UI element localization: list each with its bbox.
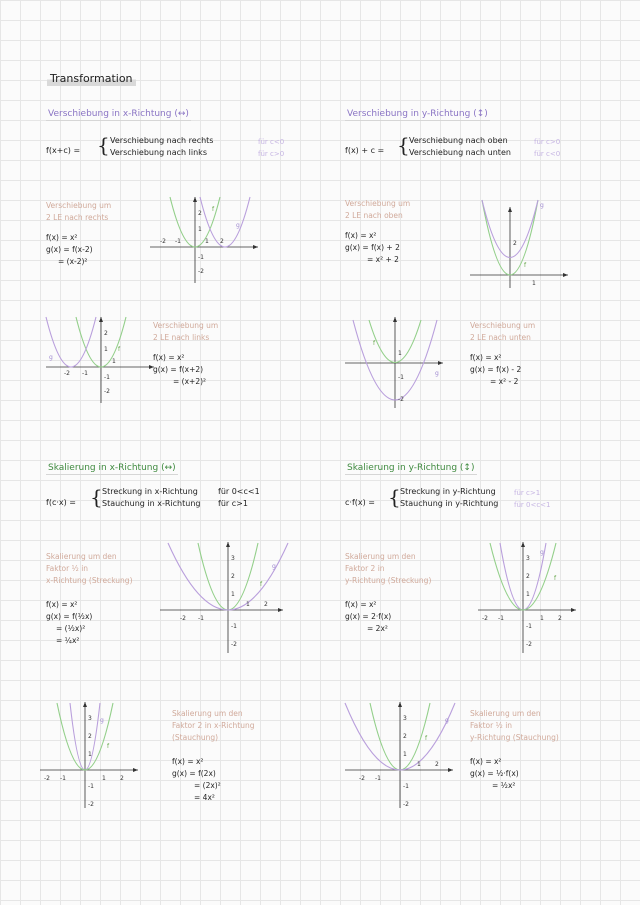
brace: { <box>90 485 103 509</box>
brace: { <box>397 133 410 157</box>
equation-line: = (x+2)² <box>173 377 207 386</box>
rule-line: Stauchung in y-Richtung <box>400 499 499 508</box>
y-tick-label: 2 <box>403 733 407 740</box>
equation-line: = ¼x² <box>56 636 80 645</box>
curve-label-g: g <box>435 370 439 377</box>
note-line: y-Richtung (Stauchung) <box>470 733 559 742</box>
rule-line: Verschiebung nach rechts <box>110 136 214 145</box>
x-axis-arrow <box>253 245 258 249</box>
x-tick-label: -1 <box>498 615 504 622</box>
rule-condition: für c>1 <box>514 489 541 497</box>
x-tick-label: -2 <box>160 238 166 245</box>
rule-condition: für 0<c<1 <box>514 501 551 509</box>
x-tick-label: 2 <box>435 761 439 768</box>
graph-shift-down <box>345 315 445 410</box>
section-heading-shift-x <box>46 108 191 121</box>
y-tick-label: 3 <box>88 715 92 722</box>
example-equations <box>172 756 221 804</box>
y-tick-label: 1 <box>403 751 407 758</box>
equation-line: g(x) = f(x) + 2 <box>345 243 400 252</box>
x-axis-arrow <box>133 768 138 772</box>
rule-line: Stauchung in x-Richtung <box>102 499 201 508</box>
y-tick-label: -1 <box>88 783 94 790</box>
equation-line: f(x) = x² <box>153 353 185 362</box>
curve-label-f: f <box>212 206 215 213</box>
example-equations <box>46 599 92 647</box>
y-tick-label: 2 <box>231 573 235 580</box>
curve-label-g: g <box>540 202 544 209</box>
x-tick-label: 2 <box>220 238 224 245</box>
rule-condition: für c<0 <box>258 138 285 146</box>
y-tick-label: -1 <box>403 783 409 790</box>
equation-line: g(x) = f(x-2) <box>46 245 93 254</box>
y-tick-label: -2 <box>198 268 204 275</box>
y-tick-label: 2 <box>104 330 108 337</box>
formula-label: f(x) + c = <box>345 146 385 155</box>
note-line: Faktor 2 in <box>345 564 385 573</box>
y-axis-arrow <box>521 542 525 547</box>
y-tick-label: -2 <box>88 801 94 808</box>
y-tick-label: -2 <box>403 801 409 808</box>
rule-line: Verschiebung nach oben <box>409 136 508 145</box>
equation-line: f(x) = x² <box>46 600 78 609</box>
curve-label-f: f <box>118 346 121 353</box>
y-tick-label: -1 <box>198 254 204 261</box>
equation-line: f(x) = x² <box>46 233 78 242</box>
section-heading-scale-y <box>345 462 477 475</box>
equation-line: g(x) = f(½x) <box>46 612 93 621</box>
equation-line: = ½x² <box>492 781 516 790</box>
example-description <box>345 198 410 222</box>
equation-line: = x² - 2 <box>490 377 519 386</box>
equation-line: = x² + 2 <box>367 255 399 264</box>
equation-line: g(x) = ½·f(x) <box>470 769 519 778</box>
rule-line: Streckung in x-Richtung <box>102 487 198 496</box>
curve-label-g: g <box>272 563 276 570</box>
heading-text: Verschiebung in y-Richtung <box>347 109 471 119</box>
graph-compress-y <box>345 700 455 810</box>
curve-g <box>46 317 96 367</box>
y-tick-label: -1 <box>398 374 404 381</box>
formula-label: c·f(x) = <box>345 498 375 507</box>
x-tick-label: -1 <box>82 370 88 377</box>
x-tick-label: 1 <box>532 280 536 287</box>
y-tick-label: 1 <box>198 226 202 233</box>
equation-line: f(x) = x² <box>470 353 502 362</box>
y-tick-label: 1 <box>526 591 530 598</box>
formula-label: f(c·x) = <box>46 498 76 507</box>
x-tick-label: -2 <box>359 775 365 782</box>
brace: { <box>388 485 401 509</box>
note-line: Verschiebung um <box>470 321 536 330</box>
example-equations <box>345 230 400 266</box>
rule-line: Verschiebung nach links <box>110 148 207 157</box>
rule-line: Streckung in y-Richtung <box>400 487 496 496</box>
y-axis-arrow <box>99 317 103 322</box>
x-tick-label: -1 <box>198 615 204 622</box>
note-line: Verschiebung um <box>153 321 219 330</box>
y-axis-arrow <box>393 317 397 322</box>
heading-text: Verschiebung in x-Richtung <box>48 109 172 119</box>
curve-label-f: f <box>260 581 263 588</box>
note-line: Faktor ½ in <box>46 564 89 573</box>
y-axis-arrow <box>83 702 87 707</box>
arrow-horizontal: (↔) <box>174 109 189 119</box>
curve-label-f: f <box>554 575 557 582</box>
note-line: 2 LE nach links <box>153 333 210 342</box>
y-tick-label: 1 <box>231 591 235 598</box>
x-axis-arrow <box>571 608 576 612</box>
x-tick-label: 1 <box>417 761 421 768</box>
equation-line: g(x) = f(x+2) <box>153 365 204 374</box>
y-tick-label: 1 <box>104 346 108 353</box>
y-tick-label: 1 <box>398 350 402 357</box>
y-tick-label: -2 <box>104 388 110 395</box>
y-tick-label: -1 <box>104 374 110 381</box>
graph-shift-right <box>150 195 260 285</box>
y-axis-arrow <box>193 197 197 202</box>
example-description <box>153 320 218 344</box>
x-axis-arrow <box>438 361 443 365</box>
note-line: (Stauchung) <box>172 733 219 742</box>
note-line: Faktor 2 in x-Richtung <box>172 721 255 730</box>
rule-condition: für c>0 <box>534 138 561 146</box>
heading-text: Skalierung in y-Richtung <box>347 463 458 473</box>
x-axis-arrow <box>278 608 283 612</box>
y-axis-arrow <box>398 702 402 707</box>
curve-label-f: f <box>107 743 110 750</box>
y-tick-label: 2 <box>513 240 517 247</box>
arrow-vertical: (↕) <box>459 463 475 473</box>
y-tick-label: -1 <box>231 623 237 630</box>
y-tick-label: 1 <box>88 751 92 758</box>
x-tick-label: 1 <box>540 615 544 622</box>
graph-compress-x <box>40 700 140 810</box>
curve-label-f: f <box>373 340 376 347</box>
x-axis-arrow <box>448 768 453 772</box>
example-description <box>345 551 431 587</box>
rule-condition: für c<0 <box>534 150 561 158</box>
graph-shift-left <box>46 315 156 405</box>
y-tick-label: 2 <box>88 733 92 740</box>
graph-stretch-x <box>160 540 285 655</box>
rule-condition: für c>0 <box>258 150 285 158</box>
heading-text: Skalierung in x-Richtung <box>48 463 159 473</box>
curve-label-g: g <box>445 717 449 724</box>
x-tick-label: -2 <box>180 615 186 622</box>
example-description <box>46 551 133 587</box>
equation-line: = 4x² <box>194 793 215 802</box>
y-tick-label: 3 <box>231 555 235 562</box>
note-line: x-Richtung (Streckung) <box>46 576 133 585</box>
equation-line: f(x) = x² <box>172 757 204 766</box>
curve-label-g: g <box>540 549 544 556</box>
y-axis-arrow <box>226 542 230 547</box>
graph-stretch-y <box>478 540 578 655</box>
x-axis-arrow <box>563 273 568 277</box>
y-tick-label: -2 <box>526 641 532 648</box>
x-tick-label: -1 <box>60 775 66 782</box>
graph-shift-up <box>470 195 570 290</box>
note-line: Verschiebung um <box>345 199 411 208</box>
note-line: 2 LE nach oben <box>345 211 403 220</box>
formula-label: f(x+c) = <box>46 146 81 155</box>
note-line: Verschiebung um <box>46 201 112 210</box>
page-title: Transformation <box>47 72 136 86</box>
example-description <box>470 708 559 744</box>
curve-label-g: g <box>49 354 53 361</box>
section-heading-scale-x <box>46 462 178 475</box>
x-tick-label: -2 <box>44 775 50 782</box>
x-tick-label: 1 <box>246 601 250 608</box>
equation-line: f(x) = x² <box>345 231 377 240</box>
example-equations <box>345 599 391 635</box>
y-tick-label: 3 <box>526 555 530 562</box>
equation-line: = 2x² <box>367 624 388 633</box>
y-tick-label: -2 <box>231 641 237 648</box>
note-line: y-Richtung (Streckung) <box>345 576 432 585</box>
note-line: Skalierung um den <box>172 709 243 718</box>
note-line: Skalierung um den <box>345 552 416 561</box>
example-equations <box>46 232 93 268</box>
example-equations <box>470 756 519 792</box>
example-description <box>46 200 111 224</box>
equation-line: g(x) = f(2x) <box>172 769 216 778</box>
arrow-horizontal: (↔) <box>161 463 176 473</box>
note-line: Skalierung um den <box>46 552 117 561</box>
equation-line: = (2x)² <box>194 781 221 790</box>
note-line: 2 LE nach rechts <box>46 213 109 222</box>
rule-line: Verschiebung nach unten <box>409 148 511 157</box>
note-line: 2 LE nach unten <box>470 333 531 342</box>
curve-label-f: f <box>425 735 428 742</box>
x-tick-label: 2 <box>264 601 268 608</box>
example-equations <box>153 352 206 388</box>
x-tick-label: -2 <box>482 615 488 622</box>
curve-label-g: g <box>236 222 240 229</box>
note-line: Faktor ½ in <box>470 721 513 730</box>
y-tick-label: 2 <box>198 210 202 217</box>
equation-line: f(x) = x² <box>470 757 502 766</box>
x-tick-label: -1 <box>375 775 381 782</box>
note-line: Skalierung um den <box>470 709 541 718</box>
x-tick-label: 2 <box>120 775 124 782</box>
y-tick-label: -2 <box>398 396 404 403</box>
y-tick-label: 2 <box>526 573 530 580</box>
example-description <box>470 320 535 344</box>
example-description <box>172 708 254 744</box>
x-tick-label: 2 <box>558 615 562 622</box>
section-heading-shift-y <box>345 108 490 121</box>
example-equations <box>470 352 521 388</box>
curve-label-f: f <box>524 262 527 269</box>
y-tick-label: 3 <box>403 715 407 722</box>
equation-line: g(x) = 2·f(x) <box>345 612 392 621</box>
equation-line: = (x-2)² <box>58 257 88 266</box>
equation-line: = (½x)² <box>56 624 86 633</box>
equation-line: f(x) = x² <box>345 600 377 609</box>
x-tick-label: 1 <box>112 358 116 365</box>
x-tick-label: -2 <box>64 370 70 377</box>
rule-condition: für c>1 <box>218 499 248 508</box>
rule-condition: für 0<c<1 <box>218 487 260 496</box>
x-tick-label: 1 <box>205 238 209 245</box>
arrow-vertical: (↕) <box>473 109 488 119</box>
y-axis-arrow <box>508 207 512 212</box>
curve-label-g: g <box>100 717 104 724</box>
x-tick-label: -1 <box>175 238 181 245</box>
y-tick-label: -1 <box>526 623 532 630</box>
brace: { <box>97 133 110 157</box>
equation-line: g(x) = f(x) - 2 <box>470 365 522 374</box>
x-tick-label: 1 <box>102 775 106 782</box>
